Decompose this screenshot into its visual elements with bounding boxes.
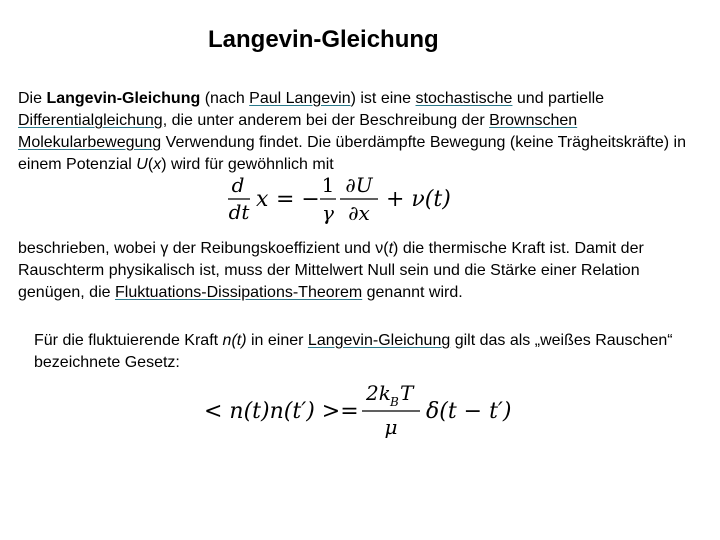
langevin-equation bbox=[226, 172, 466, 232]
term-bold: Langevin-Gleichung bbox=[46, 90, 201, 107]
math-x: x bbox=[153, 156, 162, 173]
eq-t: T bbox=[400, 381, 414, 405]
page-title: Langevin-Gleichung bbox=[208, 26, 439, 53]
text: beschrieben, wobei γ der Reibungskoeffizient und ν( bbox=[18, 240, 389, 257]
eq-mu: μ bbox=[384, 415, 398, 439]
eq-dt: dt bbox=[228, 200, 250, 224]
eq-2k: 2k bbox=[366, 381, 391, 405]
text: ( bbox=[147, 156, 154, 173]
link-stochastische[interactable]: stochastische bbox=[415, 90, 513, 107]
text: , die unter anderem bei der Beschreibung der bbox=[162, 112, 490, 129]
intro-paragraph bbox=[18, 88, 708, 176]
eq-one: 1 bbox=[321, 173, 335, 197]
text: gilt das als „weißes Rauschen“ bezeichnete Gesetz: bbox=[34, 332, 673, 371]
eq-dx: ∂x bbox=[348, 201, 370, 225]
eq-subscript-b: B bbox=[390, 395, 399, 409]
math-u: U bbox=[136, 156, 148, 173]
eq-d: d bbox=[231, 173, 245, 197]
text: ) ist eine bbox=[350, 90, 416, 107]
eq-delta: δ(t − t′) bbox=[426, 399, 512, 424]
link-paul-langevin[interactable]: Paul Langevin bbox=[249, 90, 351, 107]
eq-x: x bbox=[256, 187, 269, 212]
white-noise-paragraph bbox=[34, 330, 704, 374]
text: und partielle bbox=[512, 90, 605, 107]
math-t: t bbox=[388, 240, 394, 257]
eq-dU: ∂U bbox=[345, 173, 373, 197]
eq-noise-term: + ν(t) bbox=[386, 187, 451, 212]
text: ) die thermische Kraft ist. Damit der Rauschterm physikalisch ist, muss der Mittelwert Null sein und die Stärke einer Relation genügen, die bbox=[18, 240, 644, 301]
link-brownsche-molekularbewegung[interactable]: Brownschen Molekularbewegung bbox=[18, 112, 578, 151]
text: in einer bbox=[246, 332, 308, 349]
text: genannt wird. bbox=[362, 284, 463, 301]
text: ) wird für gewöhnlich mit bbox=[161, 156, 334, 173]
eq-gamma: γ bbox=[322, 201, 334, 225]
math-n-t: n(t) bbox=[222, 332, 247, 349]
text: Verwendung findet. Die überdämpfte Bewegung (keine Trägheitskräfte) in einem Potenzial bbox=[18, 134, 686, 173]
text: (nach bbox=[200, 90, 250, 107]
eq-correlator: < n(t)n(t′) >= bbox=[204, 399, 359, 424]
link-langevin-gleichung[interactable]: Langevin-Gleichung bbox=[307, 332, 451, 349]
eq-equals-minus: = − bbox=[276, 187, 320, 212]
link-fluktuations-dissipations-theorem[interactable]: Fluktuations-Dissipations-Theorem bbox=[114, 284, 363, 301]
explanation-paragraph bbox=[18, 238, 708, 304]
white-noise-equation bbox=[196, 376, 516, 446]
link-differentialgleichung[interactable]: Differentialgleichung bbox=[18, 112, 163, 129]
text: Für die fluktuierende Kraft bbox=[34, 332, 223, 349]
text: Die bbox=[18, 90, 47, 107]
